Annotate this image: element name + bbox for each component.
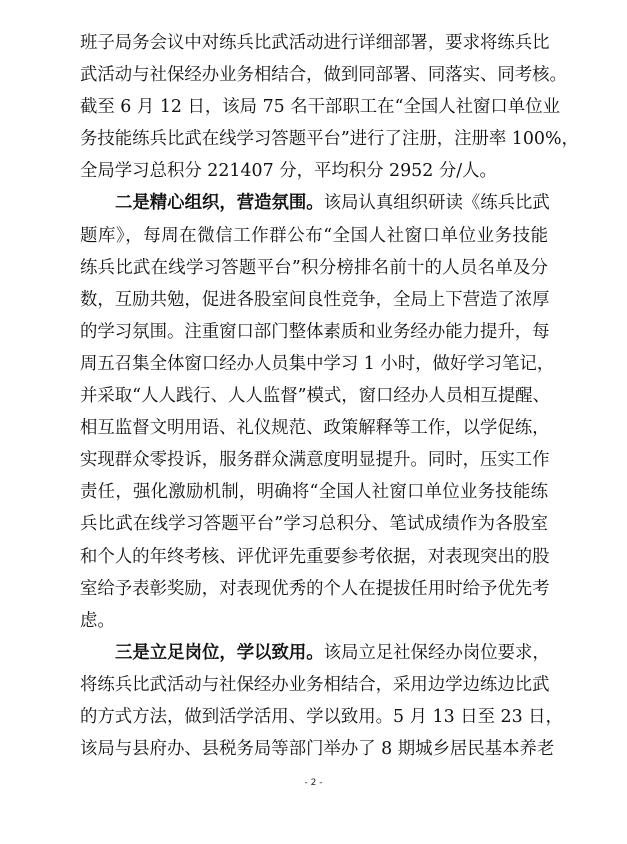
- text-line: 全局学习总积分 221407 分，平均积分 2952 分/人。: [80, 161, 497, 182]
- text-line: 该局与县府办、县税务局等部门举办了 8 期城乡居民基本养老: [80, 739, 555, 760]
- paragraph-2: [80, 187, 555, 636]
- text-line: 班子局务会议中对练兵比武活动进行详细部署，要求将练兵比: [80, 33, 550, 53]
- text-line: 和个人的年终考核、评优评先重要参考依据，对表现突出的股: [80, 546, 550, 567]
- text-line: 虑。: [80, 610, 115, 631]
- text-line: 的方式方法，做到活学活用、学以致用。5 月 13 日至 23 日，: [80, 706, 563, 727]
- text-line: 截至 6 月 12 日，该局 75 名干部职工在“全国人社窗口单位业: [80, 97, 560, 118]
- text-line: 题库》，每周在微信工作群公布“全国人社窗口单位业务技能: [80, 225, 548, 246]
- paragraph-3: [80, 637, 563, 765]
- text-line: 责任，强化激励机制，明确将“全国人社窗口单位业务技能练: [80, 482, 548, 503]
- text-line: 的学习氛围。注重窗口部门整体素质和业务经办能力提升，每: [80, 321, 550, 342]
- text-line: 务技能练兵比武在线学习答题平台”进行了注册，注册率 100%，: [80, 129, 579, 150]
- text-line: 将练兵比武活动与社保经办业务相结合，采用边学边练边比武: [80, 674, 550, 695]
- text-line: 实现群众零投诉，服务群众满意度明显提升。同时，压实工作: [80, 450, 550, 471]
- page-number: - 2 -: [304, 778, 323, 788]
- text-line: 室给予表彰奖励，对表现优秀的个人在提拔任用时给予优先考: [80, 578, 550, 599]
- text-line: 周五召集全体窗口经办人员集中学习 1 小时，做好学习笔记，: [80, 353, 555, 374]
- paragraph-heading: 三是立足岗位，学以致用。: [115, 642, 324, 663]
- paragraph-heading-rest: 该局认真组织研读《练兵比武: [323, 193, 550, 214]
- text-line: [80, 637, 548, 669]
- text-line: 数，互励共勉，促进各股室间良性竞争，全局上下营造了浓厚: [80, 289, 550, 310]
- text-line: 武活动与社保经办业务相结合，做到同部署、同落实、同考核。: [80, 65, 567, 86]
- text-line: 兵比武在线学习答题平台”学习总积分、笔试成绩作为各股室: [80, 514, 548, 535]
- paragraph-heading: 二是精心组织，营造氛围。: [115, 193, 324, 214]
- text-line: 相互监督文明用语、礼仪规范、政策解释等工作，以学促练，: [80, 418, 550, 439]
- paragraph-heading-rest: 该局立足社保经办岗位要求，: [323, 642, 550, 663]
- text-line: 并采取“人人践行、人人监督”模式，窗口经办人员相互提醒、: [80, 386, 550, 407]
- text-line: [80, 187, 548, 219]
- paragraph-1: [80, 27, 579, 187]
- text-line: 练兵比武在线学习答题平台”积分榜排名前十的人员名单及分: [80, 257, 548, 278]
- document-body: [80, 27, 579, 765]
